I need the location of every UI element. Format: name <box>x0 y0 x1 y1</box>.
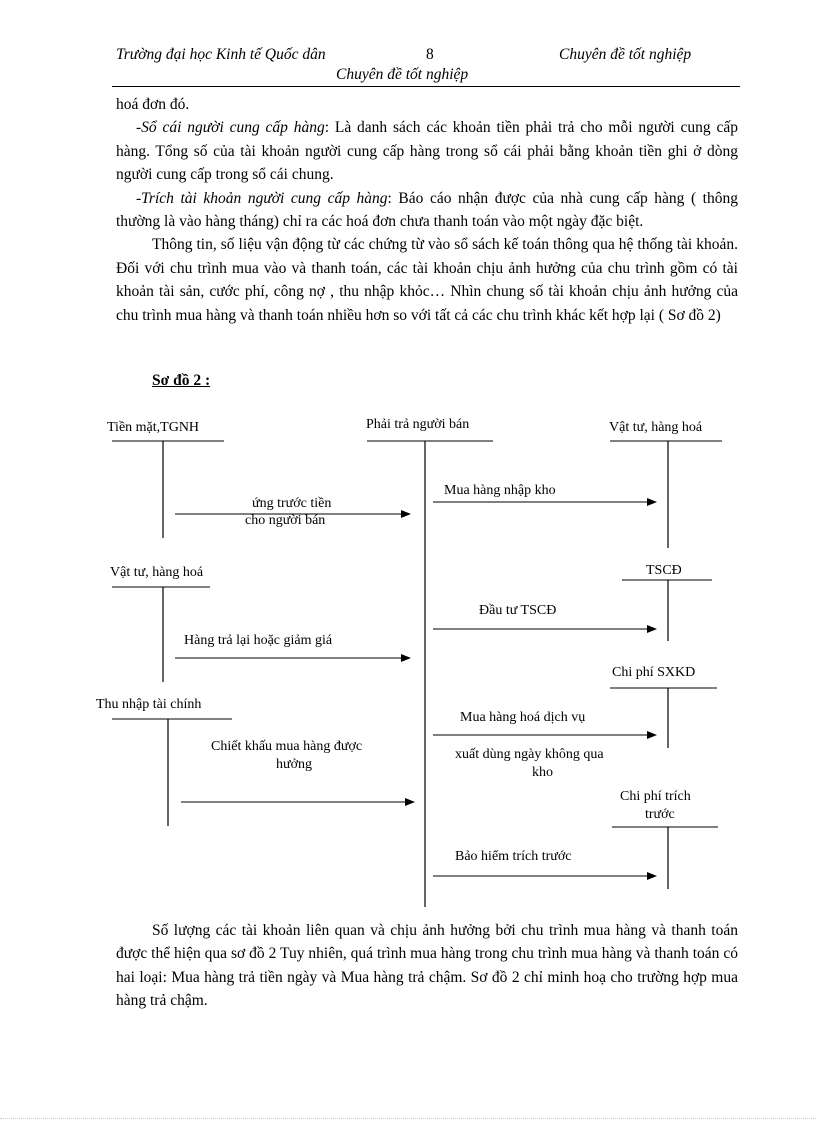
account-payable-label: Phải trả người bán <box>366 417 470 432</box>
paragraph-1-rest: : Là danh sách các khoản tiền phải trả cho mỗi người cung cấp hàng. Tổng số của tài khoản người cung cấp hàng trong sổ cái phải bằng khoản tiền ghi ở dòng người cung cấp trong sổ cái chung. <box>116 119 739 184</box>
flow-discount-label-1: Chiết khấu mua hàng được <box>211 739 363 754</box>
account-production-cost-label: Chi phí SXKD <box>612 665 696 680</box>
header-school: Trường đại học Kinh tế Quốc dân <box>116 46 326 63</box>
account-cash-label: Tiền mặt,TGNH <box>107 420 200 435</box>
flow-discount-label-2: hưởng <box>276 757 312 772</box>
header-title-right: Chuyên đề tốt nghiệp <box>559 46 692 63</box>
paragraph-2-rest: : Báo cáo nhận được của nhà cung cấp hàng ( thông thường là vào hàng tháng) chỉ ra các hoá đơn chưa thanh toán vào một ngày đặc biệt. <box>116 189 738 231</box>
lower-text-block <box>116 919 738 1013</box>
account-financial-income-label: Thu nhập tài chính <box>96 697 202 712</box>
paragraph-2-lead: -Trích tài khoản người cung cấp hàng <box>136 189 388 207</box>
flow-insurance-label: Bảo hiểm trích trước <box>455 849 572 864</box>
flow-purchase-services-label: Mua hàng hoá dịch vụ <box>460 710 586 725</box>
flow-purchase-stock-label: Mua hàng nhập kho <box>444 483 556 498</box>
account-materials-right-label: Vật tư, hàng hoá <box>609 420 703 435</box>
paragraph-3: Thông tin, số liệu vận động từ các chứng từ vào sổ sách kế toán thông qua hệ thống tài khoản. Đối với chu trình mua vào và thanh toán, các tài khoản chịu ảnh hưởng của chu trình gồm có tài khoản tài sản, cước phí, công nợ , thu nhập khỏc… Nhìn chung số tài khoản chịu ảnh hưởng của chu trình mua hàng và thanh toán nhiều hơn so với tất cả các chu trình khác kết hợp lại ( Sơ đồ 2) <box>116 236 738 324</box>
flow-direct-use-label-1: xuất dùng ngày không qua <box>455 747 604 762</box>
paragraph-4: Số lượng các tài khoản liên quan và chịu ảnh hưởng bởi chu trình mua hàng và thanh toán được thể hiện qua sơ đồ 2 Tuy nhiên, quá trình mua hàng trong chu trình mua hàng và thanh toán có hai loại: Mua hàng trả tiền ngày và Mua hàng trả chậm. Sơ đồ 2 chỉ minh hoạ cho trường hợp mua hàng trả chậm. <box>116 922 738 1010</box>
account-materials-left-label: Vật tư, hàng hoá <box>110 565 204 580</box>
account-accrued-cost-label-2: trước <box>645 807 675 822</box>
diagram-title: Sơ đồ 2 : <box>152 372 211 389</box>
flow-invest-fixed-label: Đầu tư TSCĐ <box>479 603 557 618</box>
flow-advance-label-1: ứng trước tiền <box>252 496 332 511</box>
flow-advance-label-2: cho người bán <box>245 513 326 528</box>
header-subtitle: Chuyên đề tốt nghiệp <box>336 66 469 83</box>
paragraph-1-lead: -Sổ cái người cung cấp hàng <box>136 119 325 137</box>
header-page-number: 8 <box>426 46 434 63</box>
flow-returns-label: Hàng trả lại hoặc giảm giá <box>184 633 333 648</box>
page-bottom-border <box>0 1118 816 1119</box>
account-accrued-cost-label-1: Chi phí trích <box>620 789 691 804</box>
account-fixed-assets-label: TSCĐ <box>646 563 682 578</box>
flow-direct-use-label-2: kho <box>532 765 553 780</box>
paragraph-0: hoá đơn đó. <box>116 96 190 113</box>
